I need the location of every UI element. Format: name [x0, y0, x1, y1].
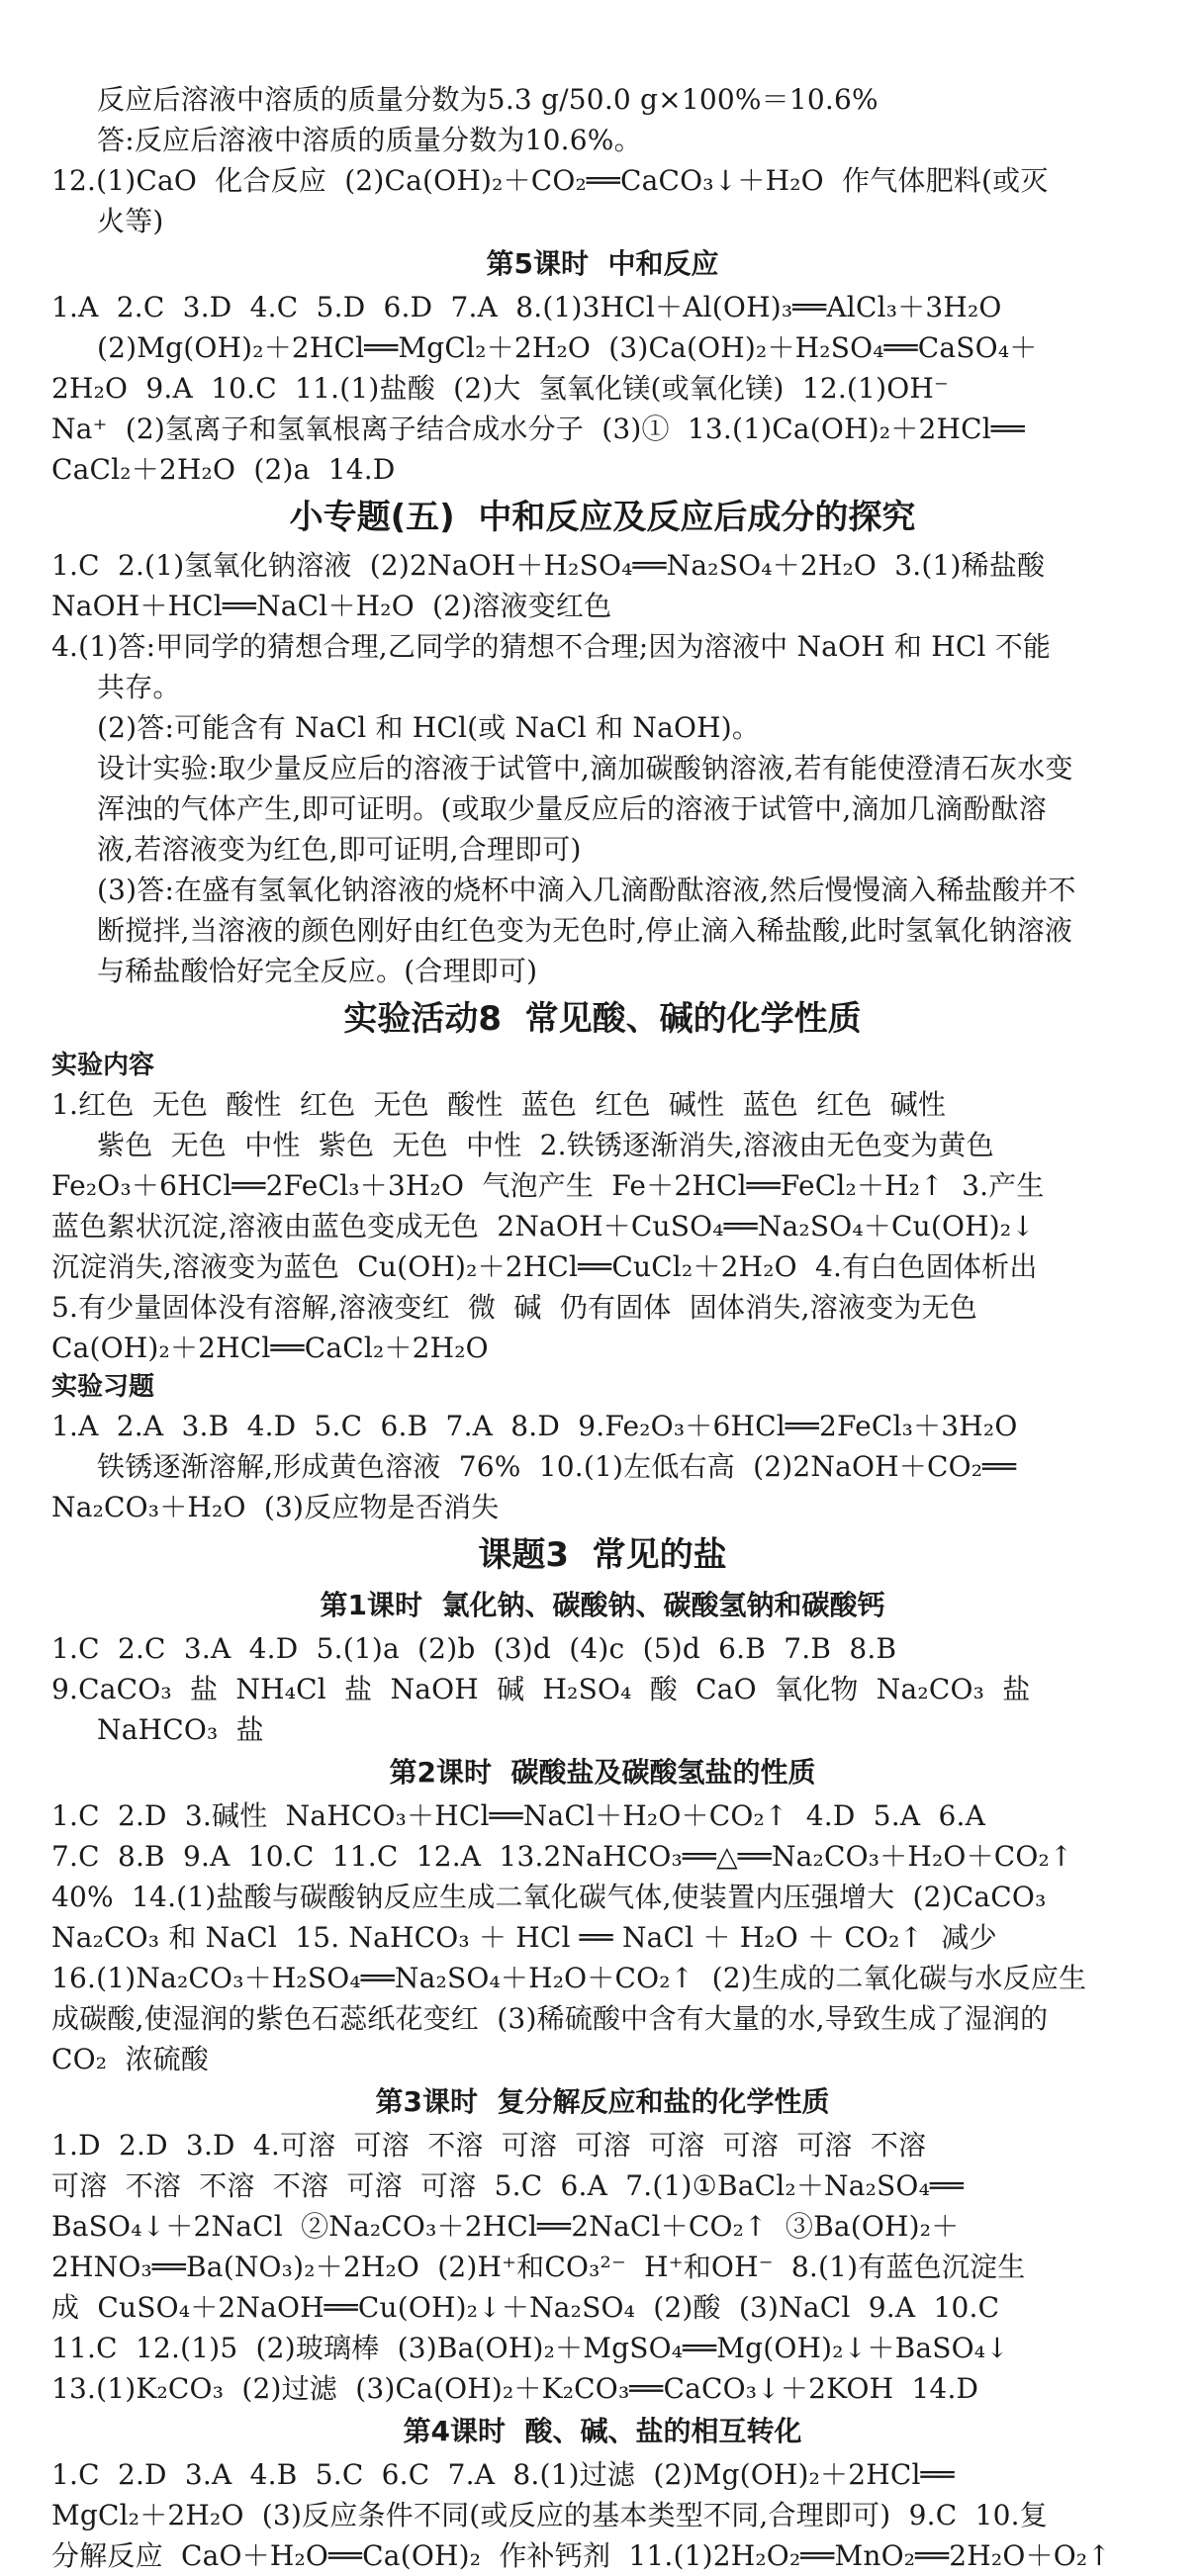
answer-line: 9.CaCO₃ 盐 NH₄Cl 盐 NaOH 碱 H₂SO₄ 酸 CaO 氧化物 Na₂CO₃ 盐 — [51, 1673, 1031, 1705]
answer-line: (3)答:在盛有氢氧化钠溶液的烧杯中滴入几滴酚酞溶液,然后慢慢滴入稀盐酸并不 — [97, 874, 1076, 906]
answer-line: CaCl₂＋2H₂O (2)a 14.D — [51, 453, 396, 486]
answer-line: Ca(OH)₂＋2HCl══CaCl₂＋2H₂O — [51, 1332, 489, 1364]
answer-line: 可溶 不溶 不溶 不溶 可溶 可溶 5.C 6.A 7.(1)①BaCl₂＋Na₂SO₄══ — [51, 2169, 965, 2202]
section-heading: 第3课时 复分解反应和盐的化学性质 — [375, 2085, 830, 2118]
section-heading: 第4课时 酸、碱、盐的相互转化 — [403, 2415, 802, 2447]
answer-line: 40% 14.(1)盐酸与碳酸钠反应生成二氧化碳气体,使装置内压强增大 (2)CaCO₃ — [51, 1881, 1047, 1913]
answer-line: Na₂CO₃ 和 NaCl 15. NaHCO₃ ＋ HCl ══ NaCl ＋ H₂O ＋ CO₂↑ 减少 — [51, 1921, 997, 1954]
answer-line: 浑浊的气体产生,即可证明。(或取少量反应后的溶液于试管中,滴加几滴酚酞溶 — [97, 792, 1047, 825]
answer-line: NaOH＋HCl══NaCl＋H₂O (2)溶液变红色 — [51, 590, 612, 622]
answer-line: 16.(1)Na₂CO₃＋H₂SO₄══Na₂SO₄＋H₂O＋CO₂↑ (2)生成的二氧化碳与水反应生 — [51, 1962, 1087, 1994]
answer-line: 分解反应 CaO＋H₂O══Ca(OH)₂ 作补钙剂 11.(1)2H₂O₂══MnO₂══2H₂O＋O₂↑ — [51, 2539, 1111, 2572]
answer-line: NaHCO₃ 盐 — [97, 1713, 264, 1746]
answer-line: 11.C 12.(1)5 (2)玻璃棒 (3)Ba(OH)₂＋MgSO₄══Mg(OH)₂↓＋BaSO₄↓ — [51, 2332, 1009, 2364]
answer-line: 1.A 2.C 3.D 4.C 5.D 6.D 7.A 8.(1)3HCl＋Al(OH)₃══AlCl₃＋3H₂O — [51, 291, 1002, 323]
answer-line: 13.(1)K₂CO₃ (2)过滤 (3)Ca(OH)₂＋K₂CO₃══CaCO₃↓＋2KOH 14.D — [51, 2372, 979, 2405]
answer-line: 设计实验:取少量反应后的溶液于试管中,滴加碳酸钠溶液,若有能使澄清石灰水变 — [97, 752, 1073, 784]
answer-line: Fe₂O₃＋6HCl══2FeCl₃＋3H₂O 气泡产生 Fe＋2HCl══FeCl₂＋H₂↑ 3.产生 — [51, 1169, 1045, 1202]
answer-line: 1.红色 无色 酸性 红色 无色 酸性 蓝色 红色 碱性 蓝色 红色 碱性 — [51, 1088, 947, 1121]
answer-line: 反应后溶液中溶质的质量分数为5.3 g/50.0 g×100%＝10.6% — [97, 83, 879, 116]
answer-line: BaSO₄↓＋2NaCl ②Na₂CO₃＋2HCl══2NaCl＋CO₂↑ ③Ba(OH)₂＋ — [51, 2210, 960, 2243]
section-heading: 课题3 常见的盐 — [478, 1535, 727, 1575]
section-heading: 第2课时 碳酸盐及碳酸氢盐的性质 — [389, 1756, 816, 1789]
answer-line: 12.(1)CaO 化合反应 (2)Ca(OH)₂＋CO₂══CaCO₃↓＋H₂O 作气体肥料(或灭 — [51, 164, 1049, 197]
answer-line: 7.C 8.B 9.A 10.C 11.C 12.A 13.2NaHCO₃══△══Na₂CO₃＋H₂O＋CO₂↑ — [51, 1840, 1073, 1873]
answer-line: (2)Mg(OH)₂＋2HCl══MgCl₂＋2H₂O (3)Ca(OH)₂＋H₂SO₄══CaSO₄＋ — [97, 331, 1038, 364]
answer-line: 液,若溶液变为红色,即可证明,合理即可) — [97, 833, 582, 866]
section-heading: 第5课时 中和反应 — [486, 247, 719, 280]
answer-line: 断搅拌,当溶液的颜色刚好由红色变为无色时,停止滴入稀盐酸,此时氢氧化钠溶液 — [97, 914, 1073, 947]
answer-line: 答:反应后溶液中溶质的质量分数为10.6%。 — [97, 124, 642, 156]
answer-line: 蓝色絮状沉淀,溶液由蓝色变成无色 2NaOH＋CuSO₄══Na₂SO₄＋Cu(OH)₂↓ — [51, 1210, 1035, 1242]
answer-line: 成 CuSO₄＋2NaOH══Cu(OH)₂↓＋Na₂SO₄ (2)酸 (3)NaCl 9.A 10.C — [51, 2291, 1000, 2324]
answer-line: 1.C 2.D 3.A 4.B 5.C 6.C 7.A 8.(1)过滤 (2)Mg(OH)₂＋2HCl══ — [51, 2458, 955, 2491]
answer-line: 4.(1)答:甲同学的猜想合理,乙同学的猜想不合理;因为溶液中 NaOH 和 HCl 不能 — [51, 630, 1052, 663]
answer-line: 1.D 2.D 3.D 4.可溶 可溶 不溶 可溶 可溶 可溶 可溶 可溶 不溶 — [51, 2129, 927, 2162]
answer-line: (2)答:可能含有 NaCl 和 HCl(或 NaCl 和 NaOH)。 — [97, 711, 761, 744]
section-heading: 第1课时 氯化钠、碳酸钠、碳酸氢钠和碳酸钙 — [320, 1589, 885, 1621]
answer-line: 1.C 2.C 3.A 4.D 5.(1)a (2)b (3)d (4)c (5)d 6.B 7.B 8.B — [51, 1632, 897, 1665]
answer-line: 2H₂O 9.A 10.C 11.(1)盐酸 (2)大 氢氧化镁(或氧化镁) 12.(1)OH⁻ — [51, 372, 949, 405]
answer-line: 1.C 2.D 3.碱性 NaHCO₃＋HCl══NaCl＋H₂O＋CO₂↑ 4.D 5.A 6.A — [51, 1799, 986, 1832]
answer-line: 共存。 — [97, 671, 181, 703]
answer-line: MgCl₂＋2H₂O (3)反应条件不同(或反应的基本类型不同,合理即可) 9.C 10.复 — [51, 2499, 1048, 2531]
answer-line: 1.A 2.A 3.B 4.D 5.C 6.B 7.A 8.D 9.Fe₂O₃＋6HCl══2FeCl₃＋3H₂O — [51, 1410, 1018, 1442]
sub-heading: 实验内容 — [51, 1051, 155, 1080]
answer-line: 铁锈逐渐溶解,形成黄色溶液 76% 10.(1)左低右高 (2)2NaOH＋CO₂══ — [97, 1450, 1017, 1483]
answer-line: CO₂ 浓硫酸 — [51, 2043, 210, 2075]
sub-heading: 实验习题 — [51, 1372, 155, 1402]
answer-line: 与稀盐酸恰好完全反应。(合理即可) — [97, 955, 538, 987]
answer-line: 紫色 无色 中性 紫色 无色 中性 2.铁锈逐渐消失,溶液由无色变为黄色 — [97, 1129, 994, 1161]
answer-line: Na⁺ (2)氢离子和氢氧根离子结合成水分子 (3)① 13.(1)Ca(OH)₂＋2HCl══ — [51, 413, 1025, 445]
answer-line: 火等) — [97, 205, 164, 237]
section-heading: 实验活动8 常见酸、碱的化学性质 — [343, 999, 862, 1039]
answer-line: 2HNO₃══Ba(NO₃)₂＋2H₂O (2)H⁺和CO₃²⁻ H⁺和OH⁻ 8.(1)有蓝色沉淀生 — [51, 2251, 1026, 2283]
answer-line: Na₂CO₃＋H₂O (3)反应物是否消失 — [51, 1491, 500, 1523]
section-heading: 小专题(五) 中和反应及反应后成分的探究 — [289, 498, 916, 537]
answer-line: 成碳酸,使湿润的紫色石蕊纸花变红 (3)稀硫酸中含有大量的水,导致生成了湿润的 — [51, 2002, 1049, 2035]
answer-line: 沉淀消失,溶液变为蓝色 Cu(OH)₂＋2HCl══CuCl₂＋2H₂O 4.有白色固体析出 — [51, 1250, 1038, 1283]
answer-line: 1.C 2.(1)氢氧化钠溶液 (2)2NaOH＋H₂SO₄══Na₂SO₄＋2H₂O 3.(1)稀盐酸 — [51, 549, 1046, 582]
answer-line: 5.有少量固体没有溶解,溶液变红 微 碱 仍有固体 固体消失,溶液变为无色 — [51, 1291, 977, 1324]
